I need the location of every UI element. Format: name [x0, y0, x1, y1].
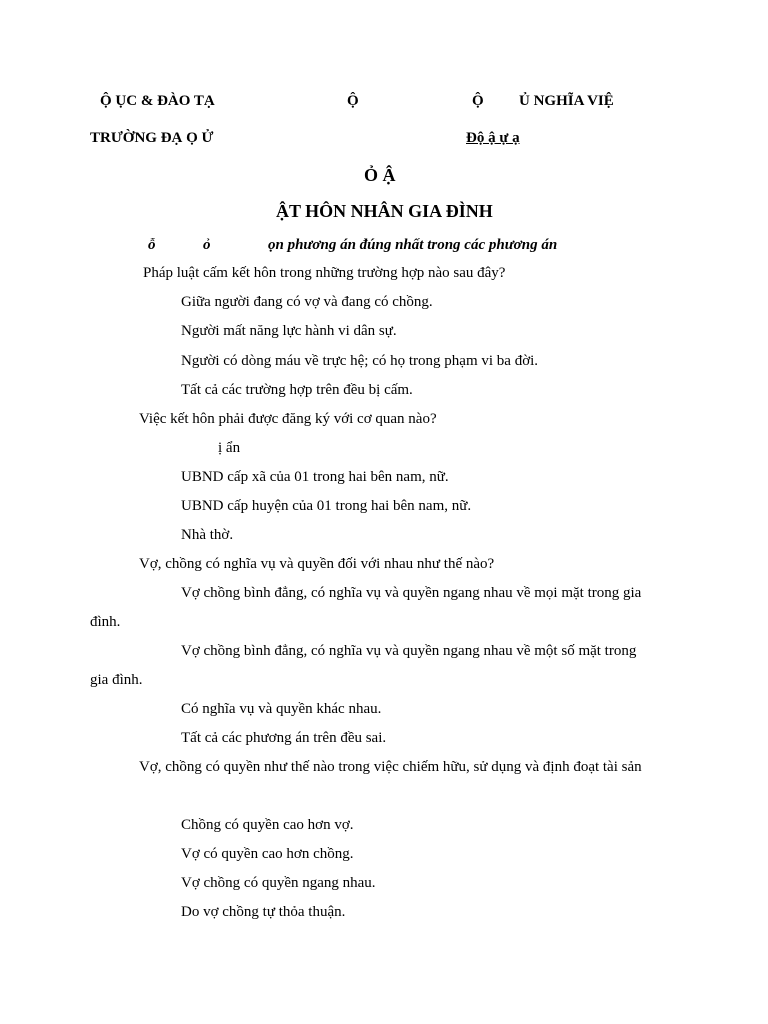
q4-option-2: Vợ có quyền cao hơn chồng.: [181, 846, 354, 862]
header-republic-a: Ộ: [472, 93, 484, 109]
q3-option-4: Tất cả các phương án trên đều sai.: [181, 730, 387, 746]
q1-option-4: Tất cả các trường hợp trên đều bị cấm.: [181, 382, 413, 398]
question-1: Pháp luật cấm kết hôn trong những trường hợp nào sau đây?: [143, 265, 506, 281]
q3-option-1: Vợ chồng bình đẳng, có nghĩa vụ và quyền ngang nhau về mọi mặt trong gia: [181, 585, 642, 601]
question-2: Việc kết hôn phải được đăng ký với cơ quan nào?: [139, 411, 437, 427]
header-republic-b: Ủ NGHĨA VIỆ: [519, 93, 614, 109]
q3-option-2: Vợ chồng bình đẳng, có nghĩa vụ và quyền ngang nhau về một số mặt trong: [181, 643, 637, 659]
q3-option-1-cont: đình.: [90, 614, 121, 630]
question-3: Vợ, chồng có nghĩa vụ và quyền đối với nhau như thế nào?: [139, 556, 495, 572]
header-middle: Ộ: [347, 93, 359, 109]
instruction-c: ọn phương án đúng nhất trong các phương án: [268, 237, 558, 253]
q2-option-3: UBND cấp huyện của 01 trong hai bên nam, nữ.: [181, 498, 472, 514]
q4-option-3: Vợ chồng có quyền ngang nhau.: [181, 875, 376, 891]
q1-option-3: Người có dòng máu về trực hệ; có họ trong phạm vi ba đời.: [181, 353, 539, 369]
q2-option-4: Nhà thờ.: [181, 527, 234, 543]
instruction-a: ỗ: [148, 237, 156, 253]
doc-title-line1: Ỏ Ậ: [364, 165, 396, 185]
q3-option-3: Có nghĩa vụ và quyền khác nhau.: [181, 701, 382, 717]
q1-option-2: Người mất năng lực hành vi dân sự.: [181, 323, 397, 339]
question-4: Vợ, chồng có quyền như thế nào trong việc chiếm hữu, sử dụng và định đoạt tài sản: [139, 759, 642, 775]
header-motto: Độ ậ ự ạ: [466, 130, 520, 146]
q2-option-1: ị ẩn: [218, 440, 241, 456]
q2-option-2: UBND cấp xã của 01 trong hai bên nam, nữ.: [181, 469, 449, 485]
q1-option-1: Giữa người đang có vợ và đang có chồng.: [181, 294, 433, 310]
header-ministry: Ộ ỤC & ĐÀO TẠ: [100, 93, 215, 109]
q3-option-2-cont: gia đình.: [90, 672, 143, 688]
doc-title-line2: ẬT HÔN NHÂN GIA ĐÌNH: [276, 201, 493, 221]
q4-option-4: Do vợ chồng tự thỏa thuận.: [181, 904, 346, 920]
header-school: TRƯỜNG ĐẠ Ọ Ử: [90, 130, 214, 146]
q4-option-1: Chồng có quyền cao hơn vợ.: [181, 817, 354, 833]
instruction-b: ỏ: [203, 237, 211, 253]
